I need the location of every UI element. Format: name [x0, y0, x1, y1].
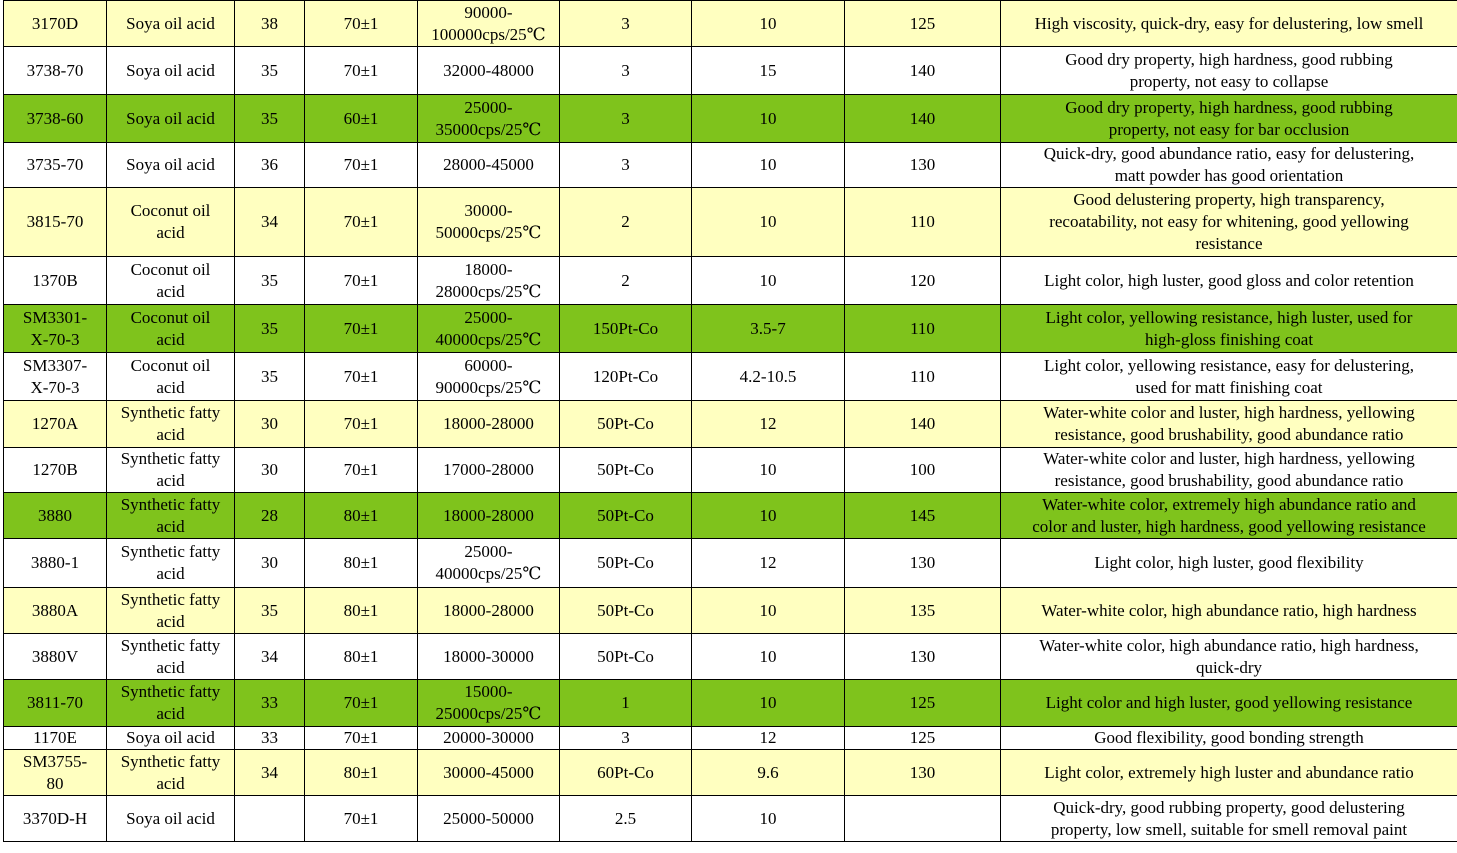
feature-cell: Good flexibility, good bonding strength — [1001, 727, 1457, 750]
oil-length-cell: 35 — [235, 353, 305, 401]
viscosity-cell: 32000-48000 — [418, 47, 560, 95]
table-row — [4, 493, 1457, 539]
acid-type-cell: Soya oil acid — [107, 796, 235, 842]
table-row — [4, 796, 1457, 842]
solid-content-cell: 80±1 — [305, 750, 418, 796]
color-cell: 50Pt-Co — [560, 493, 692, 539]
color-cell: 3 — [560, 95, 692, 143]
value-cell: 125 — [845, 1, 1001, 47]
acid-value-cell: 12 — [692, 727, 845, 750]
acid-type-cell: Synthetic fatty acid — [107, 539, 235, 588]
solid-content-cell: 80±1 — [305, 493, 418, 539]
feature-cell: Water-white color, high abundance ratio, high hardness, quick-dry — [1001, 634, 1457, 680]
viscosity-cell: 17000-28000 — [418, 448, 560, 493]
color-cell: 150Pt-Co — [560, 305, 692, 353]
acid-value-cell: 10 — [692, 143, 845, 188]
solid-content-cell: 70±1 — [305, 401, 418, 448]
table-row — [4, 353, 1457, 401]
solid-content-cell: 70±1 — [305, 305, 418, 353]
table-row — [4, 188, 1457, 257]
feature-cell: Quick-dry, good rubbing property, good delustering property, low smell, suitable for smell removal paint — [1001, 796, 1457, 842]
solid-content-cell: 70±1 — [305, 353, 418, 401]
table-row — [4, 634, 1457, 680]
viscosity-cell: 25000-50000 — [418, 796, 560, 842]
model-cell: 1270A — [4, 401, 107, 448]
value-cell: 120 — [845, 257, 1001, 305]
table-row — [4, 257, 1457, 305]
model-cell: SM3307- X-70-3 — [4, 353, 107, 401]
acid-value-cell: 12 — [692, 539, 845, 588]
viscosity-cell: 25000- 35000cps/25℃ — [418, 95, 560, 143]
model-cell: 3811-70 — [4, 680, 107, 727]
acid-value-cell: 12 — [692, 401, 845, 448]
acid-value-cell: 10 — [692, 493, 845, 539]
model-cell: SM3301- X-70-3 — [4, 305, 107, 353]
model-cell: 3880A — [4, 588, 107, 634]
table-row — [4, 47, 1457, 95]
value-cell: 140 — [845, 401, 1001, 448]
viscosity-cell: 25000- 40000cps/25℃ — [418, 539, 560, 588]
solid-content-cell: 70±1 — [305, 188, 418, 257]
solid-content-cell: 70±1 — [305, 727, 418, 750]
acid-value-cell: 15 — [692, 47, 845, 95]
value-cell: 125 — [845, 680, 1001, 727]
value-cell: 130 — [845, 143, 1001, 188]
viscosity-cell: 18000-28000 — [418, 401, 560, 448]
oil-length-cell: 33 — [235, 727, 305, 750]
color-cell: 50Pt-Co — [560, 539, 692, 588]
color-cell: 3 — [560, 727, 692, 750]
acid-type-cell: Synthetic fatty acid — [107, 680, 235, 727]
viscosity-cell: 15000- 25000cps/25℃ — [418, 680, 560, 727]
color-cell: 50Pt-Co — [560, 448, 692, 493]
value-cell: 130 — [845, 634, 1001, 680]
oil-length-cell: 30 — [235, 401, 305, 448]
model-cell: 3880 — [4, 493, 107, 539]
acid-value-cell: 9.6 — [692, 750, 845, 796]
color-cell: 50Pt-Co — [560, 401, 692, 448]
oil-length-cell: 35 — [235, 95, 305, 143]
solid-content-cell: 80±1 — [305, 634, 418, 680]
acid-type-cell: Soya oil acid — [107, 143, 235, 188]
feature-cell: Light color, high luster, good flexibility — [1001, 539, 1457, 588]
color-cell: 3 — [560, 1, 692, 47]
acid-value-cell: 10 — [692, 1, 845, 47]
feature-cell: Quick-dry, good abundance ratio, easy for delustering, matt powder has good orientation — [1001, 143, 1457, 188]
value-cell: 110 — [845, 353, 1001, 401]
feature-cell: Water-white color, high abundance ratio, high hardness — [1001, 588, 1457, 634]
feature-cell: Good delustering property, high transparency, recoatability, not easy for whitening, good yellowing resistance — [1001, 188, 1457, 257]
oil-length-cell: 30 — [235, 448, 305, 493]
viscosity-cell: 18000-28000 — [418, 493, 560, 539]
acid-type-cell: Soya oil acid — [107, 1, 235, 47]
acid-value-cell: 10 — [692, 588, 845, 634]
feature-cell: Light color, yellowing resistance, easy for delustering, used for matt finishing coat — [1001, 353, 1457, 401]
color-cell: 50Pt-Co — [560, 588, 692, 634]
solid-content-cell: 80±1 — [305, 588, 418, 634]
acid-value-cell: 10 — [692, 796, 845, 842]
table-row — [4, 539, 1457, 588]
viscosity-cell: 20000-30000 — [418, 727, 560, 750]
viscosity-cell: 30000-45000 — [418, 750, 560, 796]
oil-length-cell: 28 — [235, 493, 305, 539]
viscosity-cell: 25000- 40000cps/25℃ — [418, 305, 560, 353]
table-row — [4, 401, 1457, 448]
model-cell: 1170E — [4, 727, 107, 750]
color-cell: 3 — [560, 143, 692, 188]
color-cell: 1 — [560, 680, 692, 727]
oil-length-cell: 36 — [235, 143, 305, 188]
table-row — [4, 305, 1457, 353]
feature-cell: Light color, extremely high luster and abundance ratio — [1001, 750, 1457, 796]
value-cell: 140 — [845, 95, 1001, 143]
viscosity-cell: 18000-28000 — [418, 588, 560, 634]
value-cell: 110 — [845, 305, 1001, 353]
resin-spec-table — [3, 0, 1457, 842]
oil-length-cell: 30 — [235, 539, 305, 588]
oil-length-cell: 38 — [235, 1, 305, 47]
feature-cell: Light color, yellowing resistance, high luster, used for high-gloss finishing coat — [1001, 305, 1457, 353]
table-row — [4, 448, 1457, 493]
solid-content-cell: 70±1 — [305, 257, 418, 305]
acid-value-cell: 4.2-10.5 — [692, 353, 845, 401]
acid-type-cell: Synthetic fatty acid — [107, 493, 235, 539]
acid-type-cell: Synthetic fatty acid — [107, 634, 235, 680]
model-cell: 3880-1 — [4, 539, 107, 588]
feature-cell: Water-white color and luster, high hardness, yellowing resistance, good brushability, good abundance ratio — [1001, 448, 1457, 493]
oil-length-cell — [235, 796, 305, 842]
oil-length-cell: 35 — [235, 305, 305, 353]
feature-cell: Water-white color and luster, high hardness, yellowing resistance, good brushability, good abundance ratio — [1001, 401, 1457, 448]
table-row — [4, 727, 1457, 750]
model-cell: 3370D-H — [4, 796, 107, 842]
acid-type-cell: Soya oil acid — [107, 47, 235, 95]
model-cell: 3738-70 — [4, 47, 107, 95]
acid-value-cell: 10 — [692, 95, 845, 143]
table-row — [4, 95, 1457, 143]
value-cell — [845, 796, 1001, 842]
value-cell: 100 — [845, 448, 1001, 493]
feature-cell: Good dry property, high hardness, good rubbing property, not easy to collapse — [1001, 47, 1457, 95]
model-cell: 3738-60 — [4, 95, 107, 143]
table-body — [4, 1, 1457, 842]
acid-type-cell: Synthetic fatty acid — [107, 401, 235, 448]
solid-content-cell: 70±1 — [305, 1, 418, 47]
oil-length-cell: 35 — [235, 588, 305, 634]
value-cell: 110 — [845, 188, 1001, 257]
feature-cell: Light color and high luster, good yellowing resistance — [1001, 680, 1457, 727]
oil-length-cell: 33 — [235, 680, 305, 727]
viscosity-cell: 90000- 100000cps/25℃ — [418, 1, 560, 47]
model-cell: 3880V — [4, 634, 107, 680]
model-cell: SM3755- 80 — [4, 750, 107, 796]
viscosity-cell: 18000- 28000cps/25℃ — [418, 257, 560, 305]
acid-value-cell: 10 — [692, 680, 845, 727]
value-cell: 140 — [845, 47, 1001, 95]
model-cell: 3735-70 — [4, 143, 107, 188]
color-cell: 60Pt-Co — [560, 750, 692, 796]
color-cell: 2.5 — [560, 796, 692, 842]
acid-type-cell: Coconut oil acid — [107, 257, 235, 305]
acid-type-cell: Synthetic fatty acid — [107, 588, 235, 634]
value-cell: 145 — [845, 493, 1001, 539]
model-cell: 3170D — [4, 1, 107, 47]
table-row — [4, 1, 1457, 47]
color-cell: 2 — [560, 188, 692, 257]
solid-content-cell: 70±1 — [305, 143, 418, 188]
table-row — [4, 750, 1457, 796]
oil-length-cell: 35 — [235, 47, 305, 95]
table-row — [4, 588, 1457, 634]
solid-content-cell: 70±1 — [305, 47, 418, 95]
acid-type-cell: Coconut oil acid — [107, 188, 235, 257]
feature-cell: Water-white color, extremely high abundance ratio and color and luster, high hardness, good yellowing resistance — [1001, 493, 1457, 539]
acid-type-cell: Coconut oil acid — [107, 305, 235, 353]
model-cell: 1370B — [4, 257, 107, 305]
value-cell: 135 — [845, 588, 1001, 634]
table-row — [4, 143, 1457, 188]
color-cell: 120Pt-Co — [560, 353, 692, 401]
value-cell: 125 — [845, 727, 1001, 750]
acid-value-cell: 10 — [692, 257, 845, 305]
color-cell: 2 — [560, 257, 692, 305]
acid-value-cell: 10 — [692, 634, 845, 680]
viscosity-cell: 28000-45000 — [418, 143, 560, 188]
acid-value-cell: 10 — [692, 188, 845, 257]
acid-type-cell: Coconut oil acid — [107, 353, 235, 401]
feature-cell: Light color, high luster, good gloss and color retention — [1001, 257, 1457, 305]
viscosity-cell: 18000-30000 — [418, 634, 560, 680]
solid-content-cell: 70±1 — [305, 448, 418, 493]
color-cell: 50Pt-Co — [560, 634, 692, 680]
acid-type-cell: Synthetic fatty acid — [107, 750, 235, 796]
acid-type-cell: Soya oil acid — [107, 95, 235, 143]
acid-value-cell: 3.5-7 — [692, 305, 845, 353]
model-cell: 3815-70 — [4, 188, 107, 257]
solid-content-cell: 70±1 — [305, 796, 418, 842]
acid-type-cell: Soya oil acid — [107, 727, 235, 750]
model-cell: 1270B — [4, 448, 107, 493]
viscosity-cell: 30000- 50000cps/25℃ — [418, 188, 560, 257]
value-cell: 130 — [845, 539, 1001, 588]
solid-content-cell: 70±1 — [305, 680, 418, 727]
acid-type-cell: Synthetic fatty acid — [107, 448, 235, 493]
oil-length-cell: 34 — [235, 188, 305, 257]
feature-cell: Good dry property, high hardness, good rubbing property, not easy for bar occlusion — [1001, 95, 1457, 143]
solid-content-cell: 60±1 — [305, 95, 418, 143]
value-cell: 130 — [845, 750, 1001, 796]
oil-length-cell: 34 — [235, 634, 305, 680]
solid-content-cell: 80±1 — [305, 539, 418, 588]
oil-length-cell: 35 — [235, 257, 305, 305]
viscosity-cell: 60000- 90000cps/25℃ — [418, 353, 560, 401]
oil-length-cell: 34 — [235, 750, 305, 796]
color-cell: 3 — [560, 47, 692, 95]
feature-cell: High viscosity, quick-dry, easy for delustering, low smell — [1001, 1, 1457, 47]
acid-value-cell: 10 — [692, 448, 845, 493]
table-row — [4, 680, 1457, 727]
